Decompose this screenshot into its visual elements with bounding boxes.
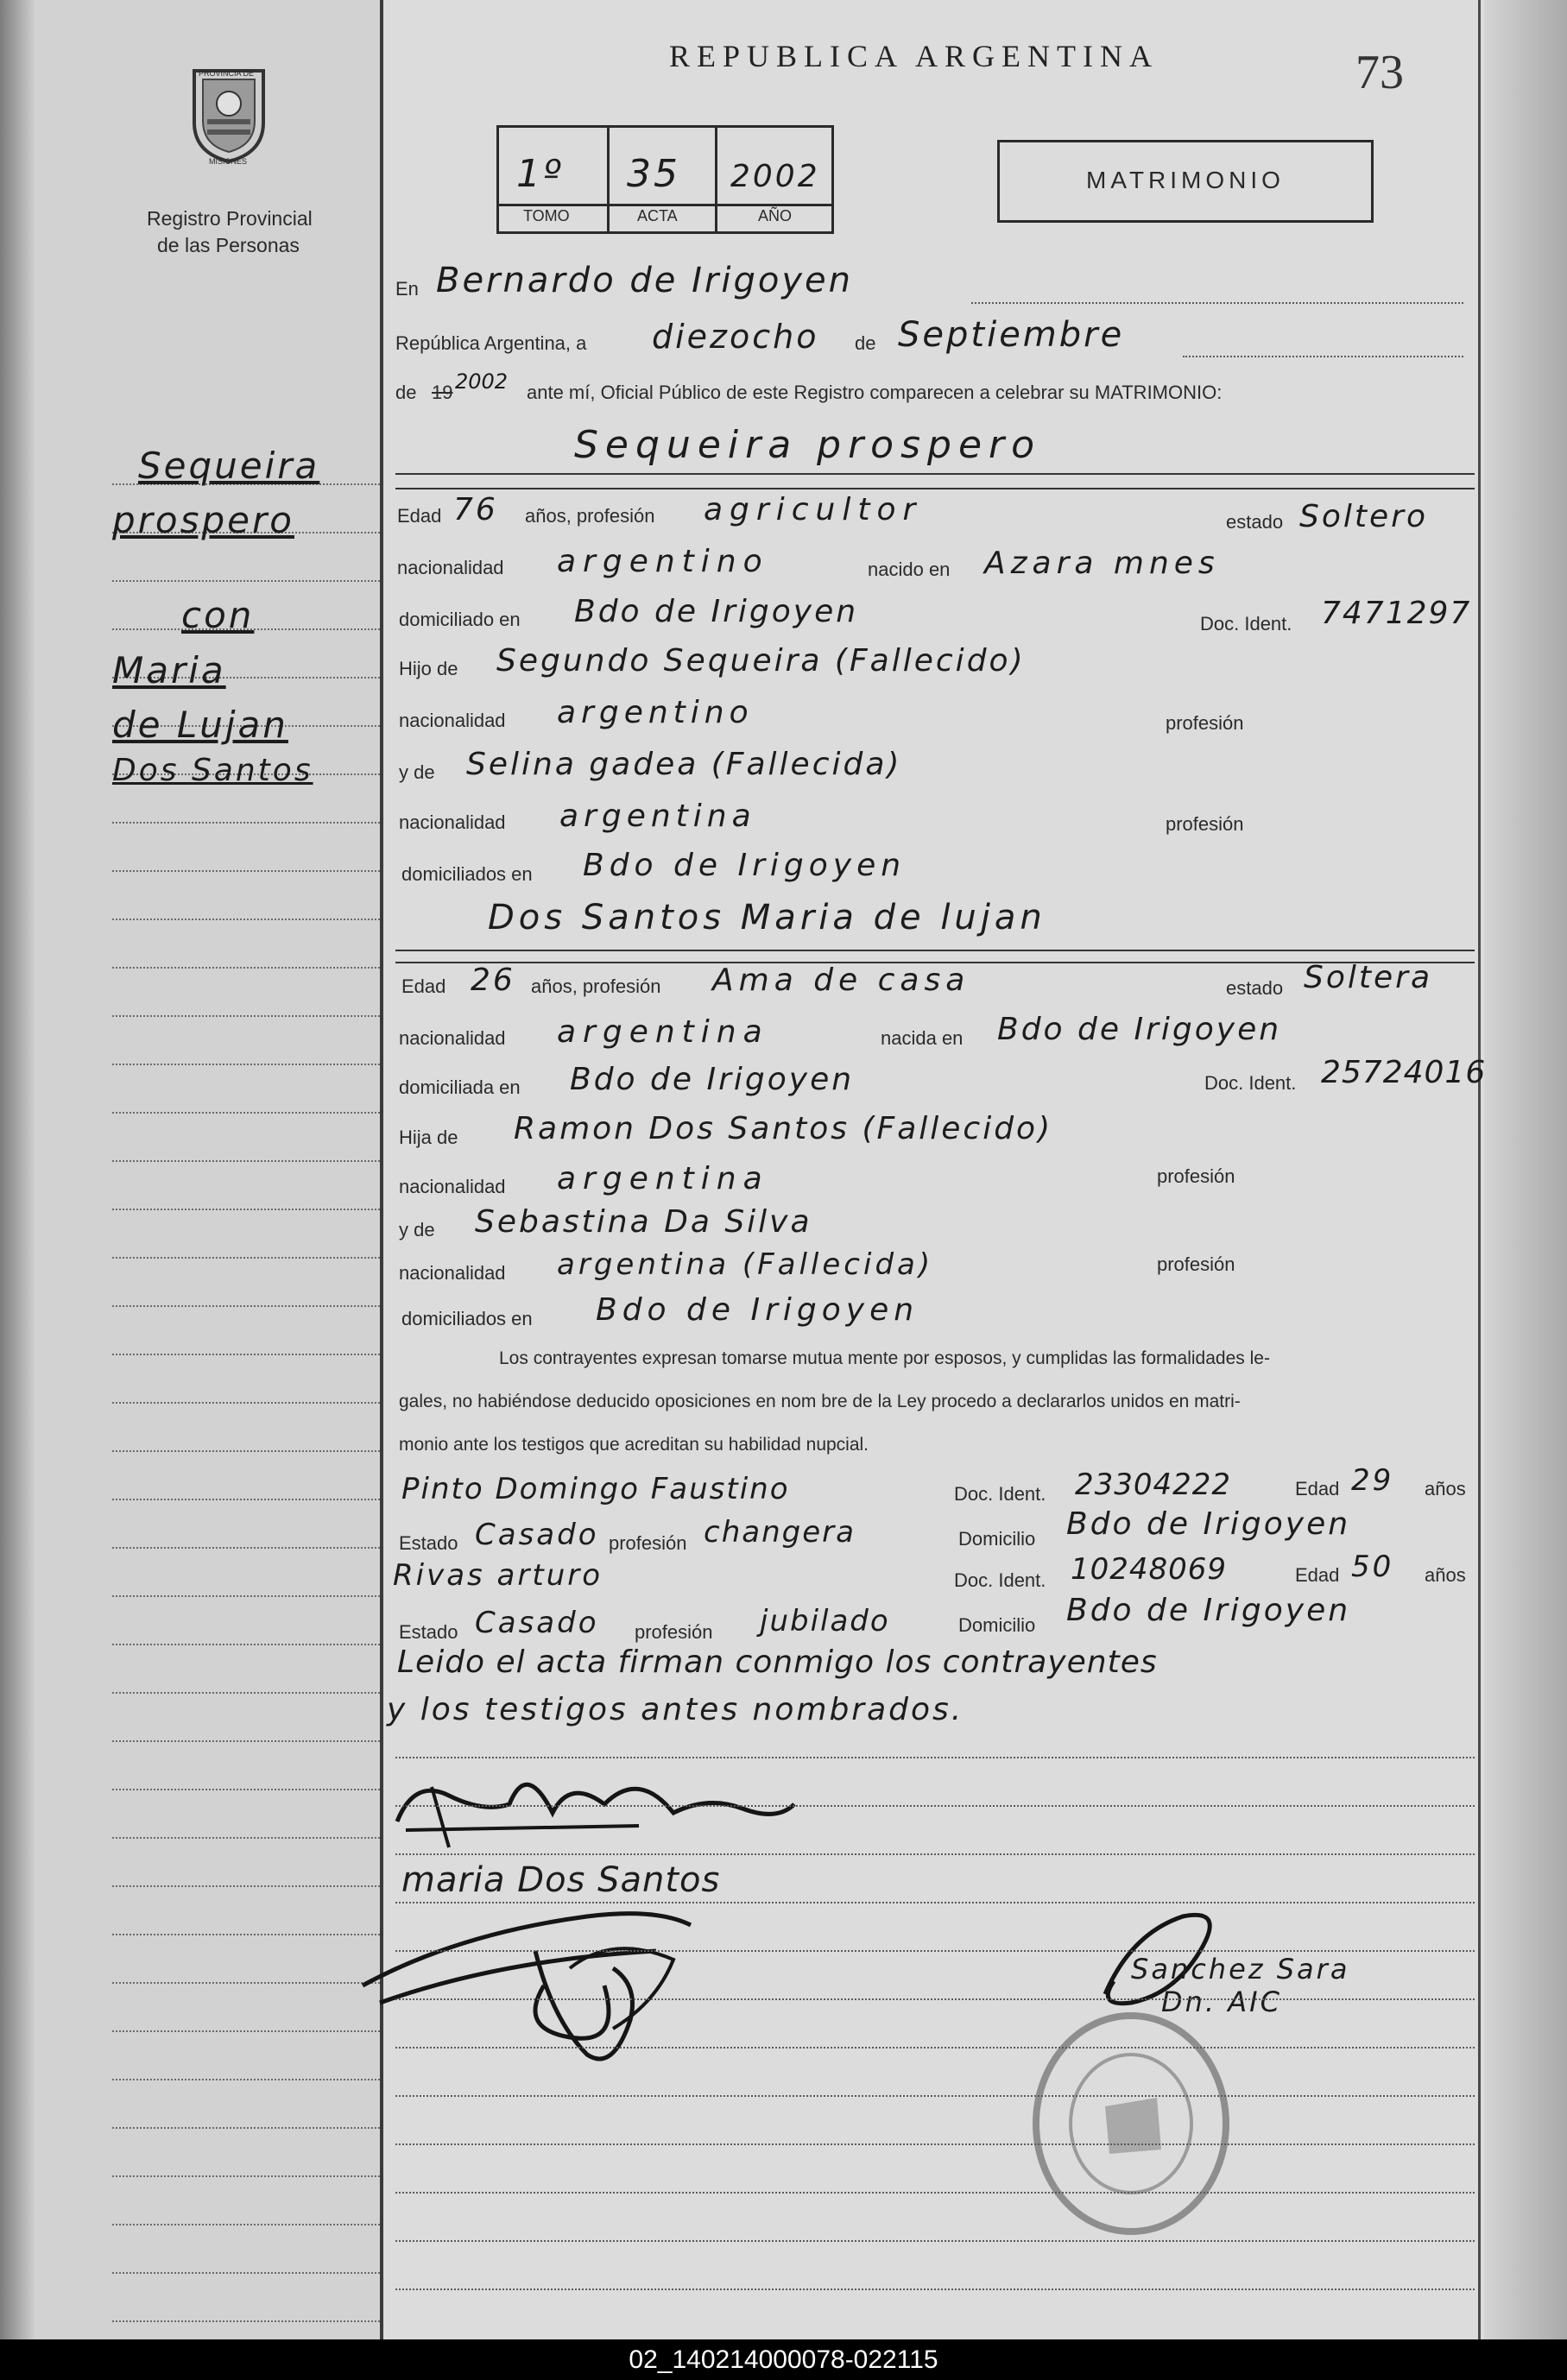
margin-ruled-line [112,870,380,872]
margin-ruled-line [112,1209,380,1210]
margin-ruled-line [112,2320,380,2322]
margin-ruled-line [112,1402,380,1404]
margin-ruled-line [112,1499,380,1500]
margin-line-1: Sequeira [138,445,320,487]
margin-line-2: prospero [112,499,294,541]
footer-code: 02_140214000078-022115 [0,2339,1567,2380]
margin-ruled-line [112,1015,380,1017]
margin-ruled-line [112,1740,380,1742]
ruled-line [395,1950,1475,1952]
groom-father: Segundo Sequeira (Fallecido) [496,643,1026,679]
groom-mother-nat: argentina [559,799,756,834]
witness-1-age: 29 [1351,1463,1394,1498]
margin-ruled-line [112,1450,380,1452]
margin-ruled-line [112,1789,380,1790]
closing-line-2: y los testigos antes nombrados. [387,1692,964,1727]
witness-2-edad-label: Edad [1295,1564,1340,1586]
province-seal-icon [181,62,276,166]
groom-profesion-label: profesión [1166,712,1244,734]
ruled-line [395,1902,1475,1903]
groom-yde-label: y de [399,761,435,783]
tomo-label: TOMO [523,207,570,224]
margin-ruled-line [112,1257,380,1259]
groom-signature-icon [380,1744,812,1856]
witness-2-doc-label: Doc. Ident. [954,1569,1046,1591]
margin-ruled-line [112,2127,380,2129]
groom-father-nat: argentino [557,695,754,730]
bride-parents-dom: Bdo de Irigoyen [596,1292,919,1328]
witness-2-name: Rivas arturo [393,1558,603,1593]
witness-2-anos-label: años [1425,1564,1466,1586]
rule-line [395,473,1475,475]
right-border-line [1478,0,1481,2339]
bride-doc-label: Doc. Ident. [1204,1072,1297,1094]
witness-1-anos-label: años [1425,1478,1466,1499]
dotted-line [1183,356,1463,357]
bride-profession: Ama de casa [712,963,970,998]
groom-birthplace: Azara mnes [984,546,1220,581]
bride-signature: maria Dos Santos [401,1860,721,1900]
seal-text-bottom: MISIONES [209,157,248,166]
ruled-line [395,1998,1475,2000]
official-stamp-icon [1019,2003,1243,2244]
registry-line-1: Registro Provincial [147,207,313,230]
act-type-label: MATRIMONIO [1086,167,1285,193]
margin-ruled-line [112,2224,380,2225]
bride-birthplace: Bdo de Irigoyen [997,1012,1282,1047]
witness-1-doc-label: Doc. Ident. [954,1483,1046,1505]
groom-edad-label: Edad [397,505,442,527]
de-label: de [855,332,876,354]
ruled-line [395,1853,1475,1855]
bride-age: 26 [471,963,515,998]
country-heading: REPUBLICA ARGENTINA [669,39,1159,73]
tomo-acta-ano-box [496,125,834,234]
bride-doc: 25724016 [1321,1055,1487,1090]
ano-label: AÑO [758,207,793,224]
ruled-line [395,1805,1475,1807]
witness-1-domicilio-label: Domicilio [958,1528,1036,1550]
margin-ruled-line [112,1837,380,1839]
witness-2-age: 50 [1351,1550,1394,1584]
closing-line-1: Leido el acta firman conmigo los contrayentes [397,1645,1158,1680]
witness-1-doc: 23304222 [1075,1468,1232,1502]
year-value: 2002 [455,369,509,394]
bride-profesion-label: profesión [1157,1165,1235,1187]
tomo-value: 1º [516,152,564,196]
witness-2-domicile: Bdo de Irigoyen [1066,1593,1351,1628]
bride-mother: Sebastina Da Silva [475,1204,812,1240]
groom-estado: Soltero [1299,499,1428,534]
ruled-line [395,2047,1475,2049]
margin-ruled-line [112,580,380,582]
witness-2-profession: jubilado [760,1604,890,1638]
groom-mother-nat-label: nacionalidad [399,811,506,833]
witness-1-edad-label: Edad [1295,1478,1340,1499]
seal-text-top: PROVINCIA DE [199,69,255,78]
bride-parents-dom-label: domiciliados en [401,1308,533,1329]
page-number: 73 [1355,46,1404,99]
groom-estado-label: estado [1226,511,1284,533]
bride-dom-label: domiciliada en [399,1076,521,1098]
bride-name: Dos Santos Maria de lujan [488,898,1046,937]
bride-estado-label: estado [1226,977,1284,999]
groom-age: 76 [453,492,498,527]
witness-1-profession: changera [704,1515,856,1550]
groom-parents-dom: Bdo de Irigoyen [583,848,907,883]
margin-line-4: con [181,594,255,636]
witness-signatures-icon [328,1882,717,2080]
witness-2-doc: 10248069 [1071,1552,1228,1587]
day-value: diezocho [652,318,819,356]
bride-hija-label: Hija de [399,1127,458,1148]
rule-line [395,488,1475,489]
groom-nacido-label: nacido en [868,559,951,580]
groom-parents-dom-label: domiciliados en [401,863,533,885]
margin-ruled-line [112,1112,380,1114]
groom-nationality: argentino [557,544,769,579]
groom-doc-label: Doc. Ident. [1200,613,1292,634]
ruled-line [395,1757,1475,1758]
margin-ruled-line [112,2175,380,2177]
witness-1-estado: Casado [475,1518,599,1552]
margin-ruled-line [112,1644,380,1645]
margin-ruled-line [112,1547,380,1549]
officer-signature: Sanchez Sara [1131,1953,1350,1985]
bride-profesion2-label: profesión [1157,1253,1235,1275]
bride-nationality: argentina [557,1014,769,1050]
witness-1-profesion-label: profesión [609,1532,687,1554]
margin-line-5: Maria [112,649,226,691]
witness-2-estado: Casado [475,1606,599,1640]
witness-2-domicilio-label: Domicilio [958,1614,1036,1636]
place-value: Bernardo de Irigoyen [436,261,853,300]
groom-name: Sequeira prospero [574,423,1042,467]
month-value: Septiembre [898,315,1125,355]
margin-ruled-line [112,1692,380,1694]
bride-mother-nat: argentina (Fallecida) [557,1247,934,1282]
groom-domicile: Bdo de Irigoyen [574,594,859,629]
ruled-line [395,2095,1475,2097]
page-right-edge [1484,0,1567,2339]
margin-line-6: de Lujan [112,704,288,746]
margin-ruled-line [112,1064,380,1065]
dotted-line [971,302,1463,304]
margin-ruled-line [112,1354,380,1355]
margin-line-7: Dos Santos [112,753,313,788]
acta-label: ACTA [637,207,678,224]
groom-nac-label: nacionalidad [397,557,504,578]
declaration-line-1: Los contrayentes expresan tomarse mutua mente por esposos, y cumplidas las formalidades le- [499,1348,1270,1368]
margin-ruled-line [112,967,380,969]
groom-anos-label: años, profesión [525,505,655,527]
margin-ruled-line [112,2272,380,2274]
page-left-edge [0,0,35,2339]
bride-nac-label: nacionalidad [399,1027,506,1049]
bride-domicile: Bdo de Irigoyen [570,1062,855,1097]
ruled-line [395,2192,1475,2194]
groom-doc: 7471297 [1321,596,1472,631]
groom-mother: Selina gadea (Fallecida) [466,747,902,782]
bride-father-nat: argentina [557,1161,769,1196]
margin-ruled-line [112,1305,380,1307]
bride-father-nat-label: nacionalidad [399,1176,506,1197]
acta-value: 35 [627,152,680,196]
ruled-line [395,2240,1475,2242]
margin-ruled-line [112,1160,380,1162]
groom-profession: agricultor [704,492,923,527]
registry-line-2: de las Personas [157,234,300,256]
groom-father-nat-label: nacionalidad [399,710,506,731]
groom-profesion2-label: profesión [1166,813,1244,835]
bride-yde-label: y de [399,1219,435,1241]
groom-hijo-label: Hijo de [399,658,458,679]
bride-father: Ramon Dos Santos (Fallecido) [514,1111,1053,1146]
act-type-box [997,140,1374,223]
declaration-line-2: gales, no habiéndose deducido oposiciones en nom bre de la Ley procedo a declararlos unidos en matri- [399,1392,1241,1411]
year-prefix: 19 [432,382,453,403]
margin-ruled-line [112,822,380,824]
bride-nacida-label: nacida en [881,1027,964,1049]
ante-text: ante mí, Oficial Público de este Registro comparecen a celebrar su MATRIMONIO: [527,382,1223,403]
bride-mother-nat-label: nacionalidad [399,1262,506,1284]
bride-edad-label: Edad [401,975,446,997]
republica-label: República Argentina, a [395,332,587,354]
bride-estado: Soltera [1304,960,1433,995]
witness-1-estado-label: Estado [399,1532,458,1554]
margin-ruled-line [112,1595,380,1597]
groom-dom-label: domiciliado en [399,609,521,630]
ruled-line [395,2143,1475,2145]
officer-title: Dn. AIC [1161,1985,1282,2018]
bride-anos-label: años, profesión [531,975,661,997]
margin-ruled-line [112,919,380,920]
witness-2-profesion-label: profesión [635,1621,713,1643]
de19-label: de [395,382,417,403]
witness-2-estado-label: Estado [399,1621,458,1643]
rule-line [395,950,1475,951]
ano-value: 2002 [730,159,820,194]
ruled-line [395,2288,1475,2290]
witness-1-domicile: Bdo de Irigoyen [1066,1506,1351,1542]
en-label: En [395,278,419,300]
declaration-line-3: monio ante los testigos que acreditan su habilidad nupcial. [399,1435,869,1455]
witness-1-name: Pinto Domingo Faustino [401,1472,790,1506]
